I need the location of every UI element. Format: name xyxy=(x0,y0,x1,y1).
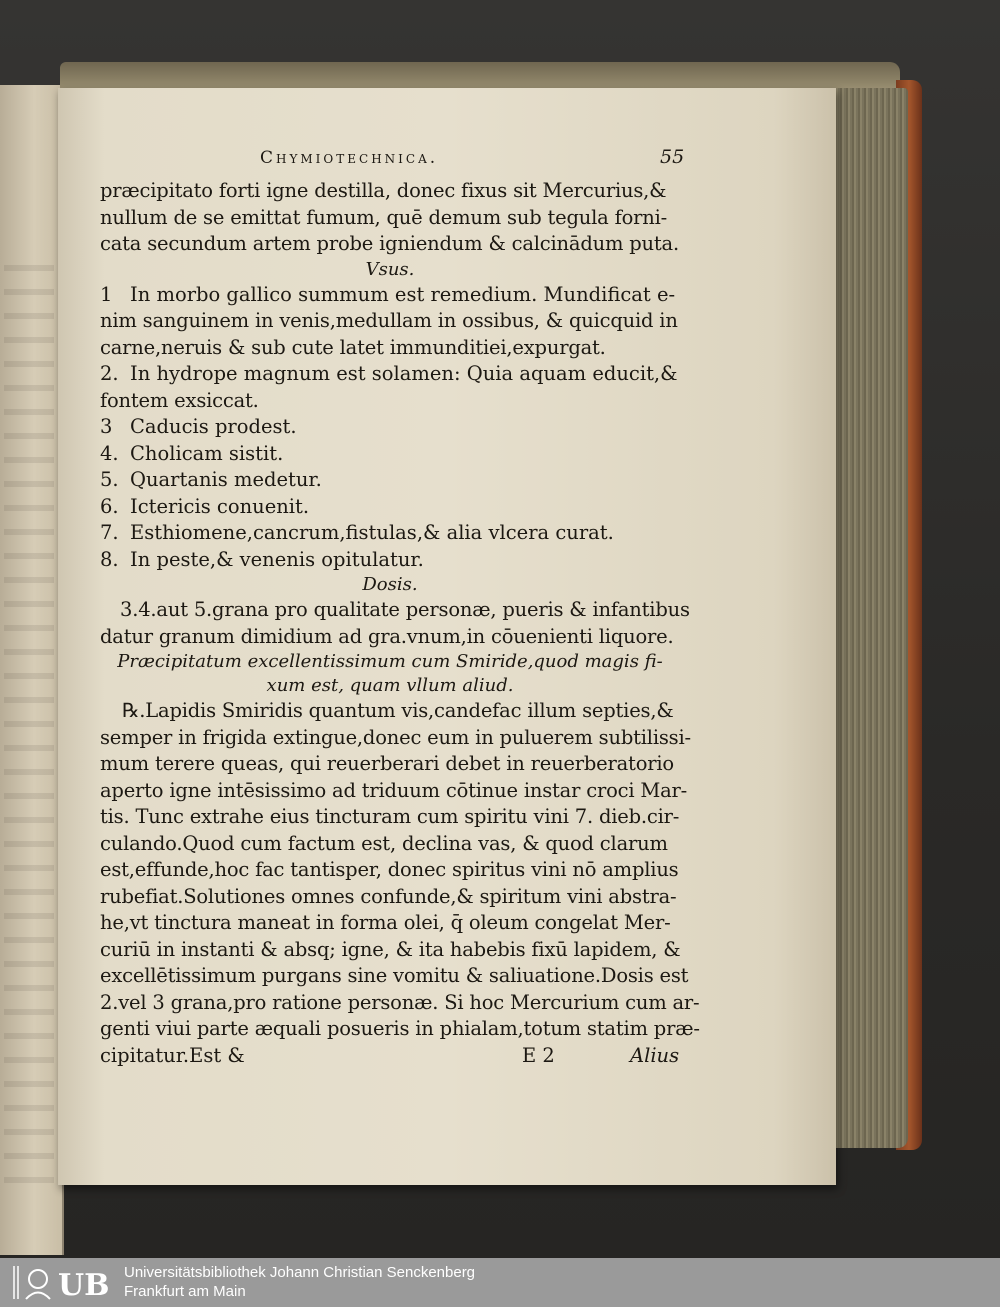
item-text: Esthiomene,cancrum,fistulas,& alia vlcera curat. xyxy=(130,521,614,544)
uses-list xyxy=(100,282,680,574)
text-line: semper in frigida extingue,donec eum in puluerem subtilissi- xyxy=(100,725,691,749)
text-line: fontem exsiccat. xyxy=(100,388,259,412)
catchword: Alius xyxy=(630,1043,680,1067)
list-item xyxy=(100,441,680,468)
text-line: culando.Quod cum factum est, declina vas, & quod clarum xyxy=(100,831,668,855)
last-line-start: cipitatur.Est & xyxy=(100,1043,245,1067)
item-text: In hydrope magnum est solamen: Quia aquam educit,& xyxy=(130,362,678,385)
list-item xyxy=(100,520,680,547)
page-header xyxy=(90,146,685,178)
text-line: ℞.Lapidis Smiridis quantum vis,candefac illum septies,& xyxy=(122,699,674,722)
item-text: Cholicam sistit. xyxy=(130,441,284,465)
text-line: excellētissimum purgans sine vomitu & saliuatione.Dosis est xyxy=(100,964,689,987)
section-heading-line: Præcipitatum excellentissimum cum Smiride,quod magis fi- xyxy=(117,651,663,672)
text-line: rubefiat.Solutiones omnes confunde,& spiritum vini abstra- xyxy=(100,884,677,908)
item-number: 4. xyxy=(100,441,119,465)
signature-mark: E 2 xyxy=(522,1043,555,1067)
list-item xyxy=(100,361,680,388)
list-item xyxy=(100,547,680,574)
text-line: nullum de se emittat fumum, quē demum sub tegula forni- xyxy=(100,205,668,229)
text-line: nim sanguinem in venis,medullam in ossibus, & quicquid in xyxy=(100,309,678,332)
item-number: 6. xyxy=(100,494,119,518)
text-line: tis. Tunc extrahe eius tincturam cum spiritu vini 7. dieb.cir- xyxy=(100,805,680,828)
text-line: genti viui parte æquali posueris in phialam,totum statim præ- xyxy=(100,1017,700,1040)
item-text: Caducis prodest. xyxy=(130,415,297,438)
item-text: Quartanis medetur. xyxy=(130,468,322,491)
library-city: Frankfurt am Main xyxy=(124,1283,246,1300)
item-text: In peste,& venenis opitulatur. xyxy=(130,547,424,571)
text-line: aperto igne intēsissimo ad triduum cōtinue instar croci Mar- xyxy=(100,778,688,802)
library-footer-bar xyxy=(0,1258,1000,1307)
text-line: cata secundum artem probe igniendum & calcinādum puta. xyxy=(100,232,679,255)
list-item xyxy=(100,494,680,521)
text-line: 3.4.aut 5.grana pro qualitate personæ, pueris & infantibus xyxy=(120,598,690,621)
text-line: 2.vel 3 grana,pro ratione personæ. Si hoc Mercurium cum ar- xyxy=(100,990,700,1014)
section-heading xyxy=(100,650,680,698)
usus-heading: Vsus. xyxy=(365,258,415,280)
library-logo-icon[interactable] xyxy=(6,1262,114,1303)
book-page xyxy=(58,88,836,1185)
text-line: datur granum dimidium ad gra.vnum,in cōuenienti liquore. xyxy=(100,624,674,648)
facing-page-text-bleed xyxy=(4,265,54,1185)
list-item xyxy=(100,282,680,309)
text-line: curiū in instanti & absq; igne, & ita habebis fixū lapidem, & xyxy=(100,937,681,961)
dosis-heading: Dosis. xyxy=(362,574,418,595)
page-footer-line xyxy=(100,1043,680,1069)
dosis-paragraph xyxy=(100,597,690,650)
text-line: carne,neruis & sub cute latet immunditiei,expurgat. xyxy=(100,335,606,359)
item-text: In morbo gallico summum est remedium. Mundificat e- xyxy=(130,282,676,306)
library-name: Universitätsbibliothek Johann Christian Senckenberg xyxy=(124,1264,476,1281)
section-heading-line: xum est, quam vllum aliud. xyxy=(266,675,514,696)
item-number: 2. xyxy=(100,362,119,385)
page-number: 55 xyxy=(660,146,685,168)
text-line: he,vt tinctura maneat in forma olei, q̄ oleum congelat Mer- xyxy=(100,911,671,934)
intro-paragraph xyxy=(100,178,680,258)
item-text: Ictericis conuenit. xyxy=(130,494,310,518)
item-number: 7. xyxy=(100,521,119,544)
item-number: 8. xyxy=(100,547,119,571)
recipe-paragraph xyxy=(100,698,700,1043)
item-number: 3 xyxy=(100,415,113,438)
text-line: est,effunde,hoc fac tantisper, donec spiritus vini nō amplius xyxy=(100,858,679,881)
page-text-block xyxy=(100,146,700,1069)
logo-text: UB xyxy=(58,1268,110,1303)
book-fore-edge xyxy=(828,88,908,1148)
list-item xyxy=(100,414,680,441)
item-number: 1 xyxy=(100,282,113,306)
text-line: præcipitato forti igne destilla, donec fixus sit Mercurius,& xyxy=(100,179,667,202)
running-head: Chymiotechnica. xyxy=(260,148,439,168)
facing-page-edge xyxy=(0,85,64,1255)
item-number: 5. xyxy=(100,468,119,491)
list-item xyxy=(100,467,680,494)
text-line: mum terere queas, qui reuerberari debet in reuerberatorio xyxy=(100,752,674,775)
